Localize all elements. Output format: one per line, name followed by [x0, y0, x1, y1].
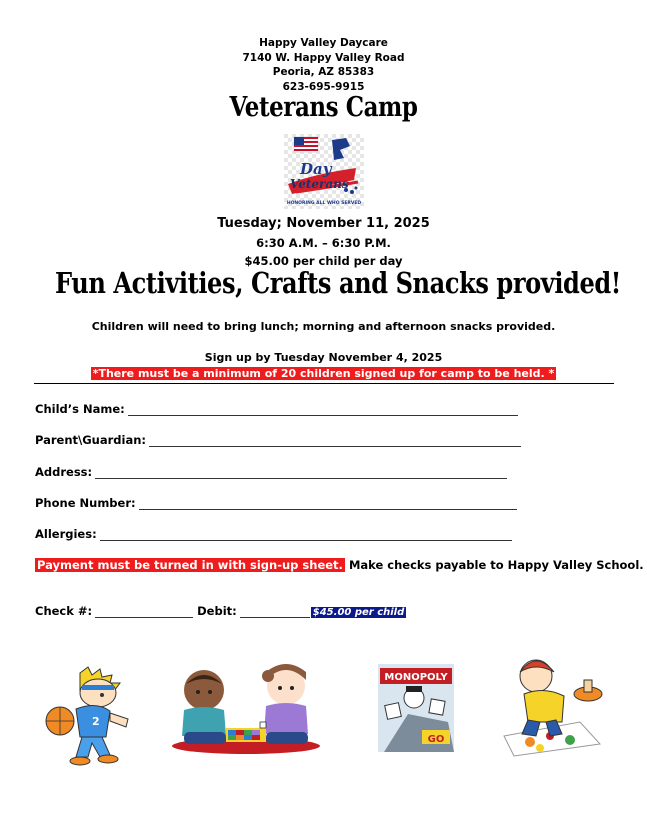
debit-label: Debit:	[197, 604, 237, 618]
payment-notice: Payment must be turned in with sign-up sheet.	[37, 558, 343, 572]
guardian-label: Parent\Guardian:	[35, 433, 147, 447]
minimum-notice-wrap	[0, 367, 647, 380]
monopoly-go-text: GO	[427, 734, 445, 745]
checks-payable: Make checks payable to Happy Valley School.	[348, 558, 644, 572]
headline-wrap	[0, 266, 647, 300]
child-name-line[interactable]	[128, 403, 518, 416]
monopoly-title: MONOPOLY	[384, 672, 448, 683]
guardian-line[interactable]	[149, 434, 521, 447]
phone-label: Phone Number:	[35, 496, 136, 510]
logo-word-day: Day	[300, 160, 332, 178]
guardian-field[interactable]	[35, 431, 521, 447]
payment-line	[35, 558, 644, 572]
phone-field[interactable]	[35, 494, 517, 510]
event-date: Tuesday; November 11, 2025	[217, 216, 430, 231]
address-line[interactable]	[95, 466, 507, 479]
check-number-line[interactable]	[95, 605, 193, 618]
payment-fields	[35, 604, 406, 618]
address-label: Address:	[35, 465, 93, 479]
daycare-city: Peoria, AZ 85383	[272, 66, 375, 78]
daycare-street: 7140 W. Happy Valley Road	[242, 51, 405, 64]
daycare-phone: 623-695-9915	[282, 80, 365, 93]
price-amount: $45.00	[244, 254, 289, 268]
price-rest: per child per day	[288, 254, 403, 268]
monopoly-box-image	[378, 664, 454, 752]
daycare-header	[0, 36, 647, 94]
minimum-notice: *There must be a minimum of 20 children signed up for camp to be held. *	[92, 367, 555, 380]
kids-board-game-image	[170, 662, 322, 756]
headline: Fun Activities, Crafts and Snacks provided!	[54, 266, 621, 300]
svg-text:2: 2	[92, 715, 100, 728]
daycare-name: Happy Valley Daycare	[259, 37, 388, 49]
title-wrap	[0, 92, 647, 123]
child-name-label: Child’s Name:	[35, 402, 125, 416]
divider	[34, 383, 614, 384]
amount-badge: $45.00 per child	[312, 607, 405, 618]
allergies-field[interactable]	[35, 525, 512, 541]
allergies-line[interactable]	[100, 528, 512, 541]
check-label: Check #:	[35, 604, 93, 618]
logo-word-veterans: Veterans	[290, 177, 349, 191]
lunch-note: Children will need to bring lunch; morning and afternoon snacks provided.	[91, 320, 556, 333]
debit-line[interactable]	[240, 605, 310, 618]
child-name-field[interactable]	[35, 400, 518, 416]
game-board-icon	[226, 728, 266, 742]
flag-icon	[294, 137, 318, 152]
phone-line[interactable]	[139, 497, 517, 510]
event-time: 6:30 A.M. – 6:30 P.M.	[256, 236, 391, 250]
veterans-day-logo	[284, 134, 364, 209]
allergies-label: Allergies:	[35, 527, 97, 541]
address-field[interactable]	[35, 463, 507, 479]
page-title: Veterans Camp	[229, 92, 418, 123]
signup-deadline: Sign up by Tuesday November 4, 2025	[204, 351, 443, 364]
logo-tagline: HONORING ALL WHO SERVED	[286, 201, 362, 206]
kid-painting-image	[500, 656, 604, 758]
basketball-kid-image	[40, 665, 136, 767]
